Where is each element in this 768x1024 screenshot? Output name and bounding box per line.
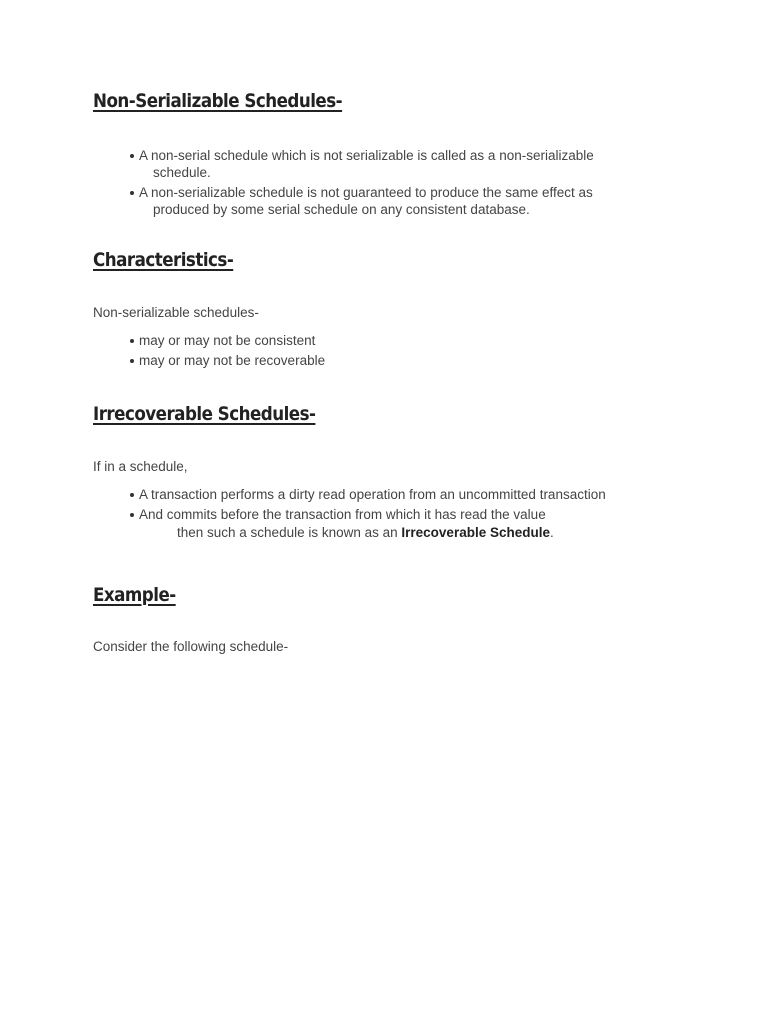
- irrecoverable-bullet-list: [130, 486, 606, 526]
- bullet-text-continuation: schedule.: [153, 165, 211, 180]
- bullet-text: A non-serializable schedule is not guaranteed to produce the same effect as: [139, 185, 593, 200]
- list-item: [130, 486, 606, 503]
- bullet-icon: [130, 154, 134, 158]
- bullet-text: may or may not be consistent: [139, 333, 316, 348]
- list-item: [130, 184, 594, 218]
- irrecoverable-intro: If in a schedule,: [93, 459, 188, 474]
- bullet-icon: [130, 493, 134, 497]
- bullet-icon: [130, 359, 134, 363]
- characteristics-bullet-list: [130, 332, 325, 372]
- bullet-text: A non-serial schedule which is not serializable is called as a non-serializable: [139, 148, 594, 163]
- bullet-text: And commits before the transaction from which it has read the value: [139, 507, 546, 522]
- bullet-icon: [130, 513, 134, 517]
- characteristics-intro: Non-serializable schedules-: [93, 305, 259, 320]
- example-intro: Consider the following schedule-: [93, 639, 289, 654]
- non-serializable-bullet-list: [130, 147, 594, 221]
- bullet-icon: [130, 339, 134, 343]
- irrecoverable-conclusion: [177, 525, 554, 540]
- irrecoverable-schedule-term: Irrecoverable Schedule: [401, 525, 550, 540]
- example-heading: Example-: [93, 584, 176, 606]
- non-serializable-heading: Non-Serializable Schedules-: [93, 90, 343, 112]
- characteristics-heading: Characteristics-: [93, 249, 234, 271]
- list-item: [130, 332, 325, 349]
- bullet-icon: [130, 191, 134, 195]
- conclusion-suffix: .: [549, 525, 554, 540]
- bullet-text: may or may not be recoverable: [139, 353, 326, 368]
- bullet-text-continuation: produced by some serial schedule on any consistent database.: [153, 202, 530, 217]
- list-item: [130, 352, 325, 369]
- irrecoverable-heading: Irrecoverable Schedules-: [93, 403, 316, 425]
- bullet-text: A transaction performs a dirty read operation from an uncommitted transaction: [139, 487, 606, 502]
- list-item: [130, 506, 606, 523]
- list-item: [130, 147, 594, 181]
- conclusion-prefix: then such a schedule is known as an: [177, 525, 402, 540]
